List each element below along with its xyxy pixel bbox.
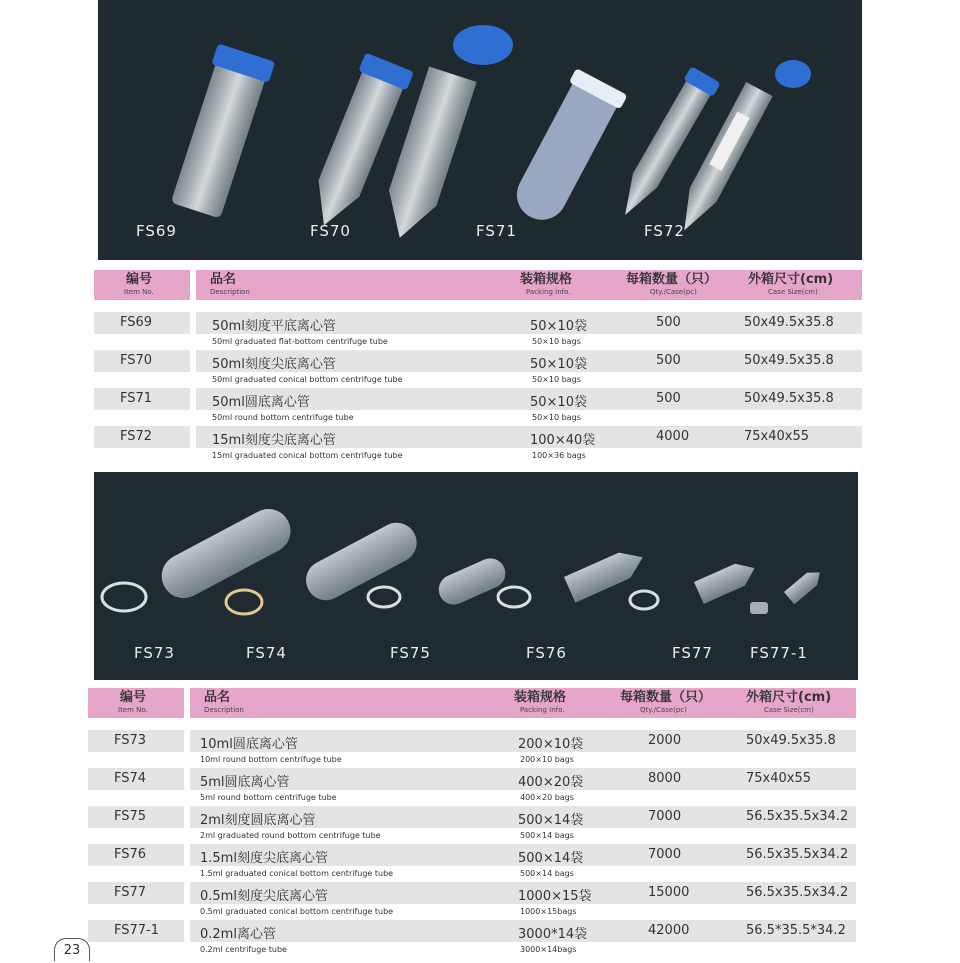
header-desc-zh: 品名	[204, 690, 231, 705]
photo-label-fs76: FS76	[526, 644, 567, 662]
header-desc-zh: 品名	[210, 272, 237, 287]
header-pack-zh: 装箱规格	[514, 690, 567, 705]
header-desc-en: Description	[210, 288, 250, 296]
product-description: 2ml graduated round bottom centrifuge tube	[200, 831, 381, 840]
row-divider	[184, 920, 190, 942]
row-divider	[190, 388, 196, 410]
page-number: 23	[54, 938, 90, 961]
tubes-illustration-bottom	[94, 472, 858, 680]
product-name: 0.5ml刻度尖底离心管	[200, 889, 328, 904]
header-main-cell	[196, 270, 862, 300]
product-table-2	[88, 688, 856, 954]
product-description: 50ml graduated conical bottom centrifuge tube	[212, 375, 403, 384]
packing-info: 50×10袋	[530, 395, 587, 410]
header-size-en: Case Size(cm)	[764, 706, 814, 714]
case-size: 50x49.5x35.8	[744, 315, 834, 330]
header-qty-zh: 每箱数量（只）	[626, 272, 718, 287]
packing-info: 200×10袋	[518, 737, 584, 752]
row-divider	[190, 350, 196, 372]
table-header	[94, 270, 862, 300]
item-no: FS72	[120, 429, 153, 444]
packing-info: 50×10袋	[530, 357, 587, 372]
packing-info-en: 50×10 bags	[532, 375, 581, 384]
product-name: 50ml刻度平底离心管	[212, 319, 336, 334]
product-description: 50ml round bottom centrifuge tube	[212, 413, 354, 422]
packing-info: 100×40袋	[530, 433, 596, 448]
packing-info: 50×10袋	[530, 319, 587, 334]
header-qty-en: Qty./Case(pc)	[650, 288, 697, 296]
qty-per-case: 7000	[648, 809, 682, 824]
row-divider	[190, 426, 196, 448]
item-no: FS76	[114, 847, 147, 862]
case-size: 56.5x35.5x34.2	[746, 809, 849, 824]
header-item-zh: 编号	[126, 272, 153, 287]
item-no: FS71	[120, 391, 153, 406]
packing-info: 3000*14袋	[518, 927, 588, 942]
product-name: 0.2ml离心管	[200, 927, 276, 942]
packing-info-en: 500×14 bags	[520, 869, 574, 878]
product-name: 1.5ml刻度尖底离心管	[200, 851, 328, 866]
qty-per-case: 500	[656, 315, 681, 330]
header-item-en: Item No.	[124, 288, 154, 296]
product-description: 0.5ml graduated conical bottom centrifuge tube	[200, 907, 394, 916]
row-divider	[190, 312, 196, 334]
case-size: 50x49.5x35.8	[744, 391, 834, 406]
product-table-1	[94, 270, 862, 460]
item-no: FS73	[114, 733, 147, 748]
photo-label-fs72: FS72	[644, 222, 685, 240]
case-size: 56.5x35.5x34.2	[746, 885, 849, 900]
header-item-en: Item No.	[118, 706, 148, 714]
qty-per-case: 8000	[648, 771, 682, 786]
qty-per-case: 2000	[648, 733, 682, 748]
packing-info-en: 400×20 bags	[520, 793, 574, 802]
photo-label-fs77-1: FS77-1	[750, 644, 808, 662]
packing-info-en: 100×36 bags	[532, 451, 586, 460]
tubes-illustration-top	[98, 0, 862, 260]
product-name: 50ml刻度尖底离心管	[212, 357, 336, 372]
row-divider	[184, 768, 190, 790]
photo-label-fs75: FS75	[390, 644, 431, 662]
packing-info-en: 3000×14bags	[520, 945, 577, 954]
product-photo-top	[98, 0, 862, 260]
header-qty-zh: 每箱数量（只）	[620, 690, 712, 705]
header-pack-en: Packing Info.	[520, 706, 565, 714]
item-no: FS77	[114, 885, 147, 900]
item-no: FS77-1	[114, 923, 160, 938]
header-main-cell	[190, 688, 856, 718]
product-name: 2ml刻度圆底离心管	[200, 813, 316, 828]
item-no: FS75	[114, 809, 147, 824]
packing-info-en: 50×10 bags	[532, 337, 581, 346]
product-description: 10ml round bottom centrifuge tube	[200, 755, 342, 764]
case-size: 75x40x55	[744, 429, 810, 444]
qty-per-case: 4000	[656, 429, 690, 444]
row-divider	[184, 844, 190, 866]
case-size: 56.5x35.5x34.2	[746, 847, 849, 862]
product-description: 5ml round bottom centrifuge tube	[200, 793, 337, 802]
row-divider	[184, 806, 190, 828]
product-name: 50ml圆底离心管	[212, 395, 310, 410]
packing-info-en: 50×10 bags	[532, 413, 581, 422]
photo-label-fs74: FS74	[246, 644, 287, 662]
product-description: 15ml graduated conical bottom centrifuge tube	[212, 451, 403, 460]
qty-per-case: 42000	[648, 923, 690, 938]
header-item-cell	[88, 688, 184, 718]
item-no: FS74	[114, 771, 147, 786]
product-name: 15ml刻度尖底离心管	[212, 433, 336, 448]
table-header	[88, 688, 856, 718]
product-description: 1.5ml graduated conical bottom centrifuge tube	[200, 869, 394, 878]
header-size-zh: 外箱尺寸(cm)	[748, 272, 834, 287]
qty-per-case: 500	[656, 353, 681, 368]
qty-per-case: 7000	[648, 847, 682, 862]
header-size-zh: 外箱尺寸(cm)	[746, 690, 832, 705]
qty-per-case: 15000	[648, 885, 690, 900]
header-pack-zh: 装箱规格	[520, 272, 573, 287]
header-qty-en: Qty./Case(pc)	[640, 706, 687, 714]
product-description: 0.2ml centrifuge tube	[200, 945, 287, 954]
header-desc-en: Description	[204, 706, 244, 714]
packing-info: 500×14袋	[518, 813, 584, 828]
photo-label-fs73: FS73	[134, 644, 175, 662]
case-size: 50x49.5x35.8	[744, 353, 834, 368]
row-divider	[184, 882, 190, 904]
photo-label-fs69: FS69	[136, 222, 177, 240]
product-photo-bottom	[94, 472, 858, 680]
product-description: 50ml graduated flat-bottom centrifuge tube	[212, 337, 388, 346]
packing-info-en: 1000×15bags	[520, 907, 577, 916]
row-divider	[184, 730, 190, 752]
photo-label-fs70: FS70	[310, 222, 351, 240]
packing-info-en: 200×10 bags	[520, 755, 574, 764]
case-size: 50x49.5x35.8	[746, 733, 836, 748]
product-name: 10ml圆底离心管	[200, 737, 298, 752]
header-size-en: Case Size(cm)	[768, 288, 818, 296]
item-no: FS70	[120, 353, 153, 368]
product-name: 5ml圆底离心管	[200, 775, 290, 790]
packing-info: 400×20袋	[518, 775, 584, 790]
packing-info-en: 500×14 bags	[520, 831, 574, 840]
photo-label-fs71: FS71	[476, 222, 517, 240]
header-item-zh: 编号	[120, 690, 147, 705]
case-size: 56.5*35.5*34.2	[746, 923, 846, 938]
case-size: 75x40x55	[746, 771, 812, 786]
packing-info: 500×14袋	[518, 851, 584, 866]
packing-info: 1000×15袋	[518, 889, 592, 904]
qty-per-case: 500	[656, 391, 681, 406]
header-item-cell	[94, 270, 190, 300]
item-no: FS69	[120, 315, 153, 330]
photo-label-fs77: FS77	[672, 644, 713, 662]
header-pack-en: Packing Info.	[526, 288, 571, 296]
